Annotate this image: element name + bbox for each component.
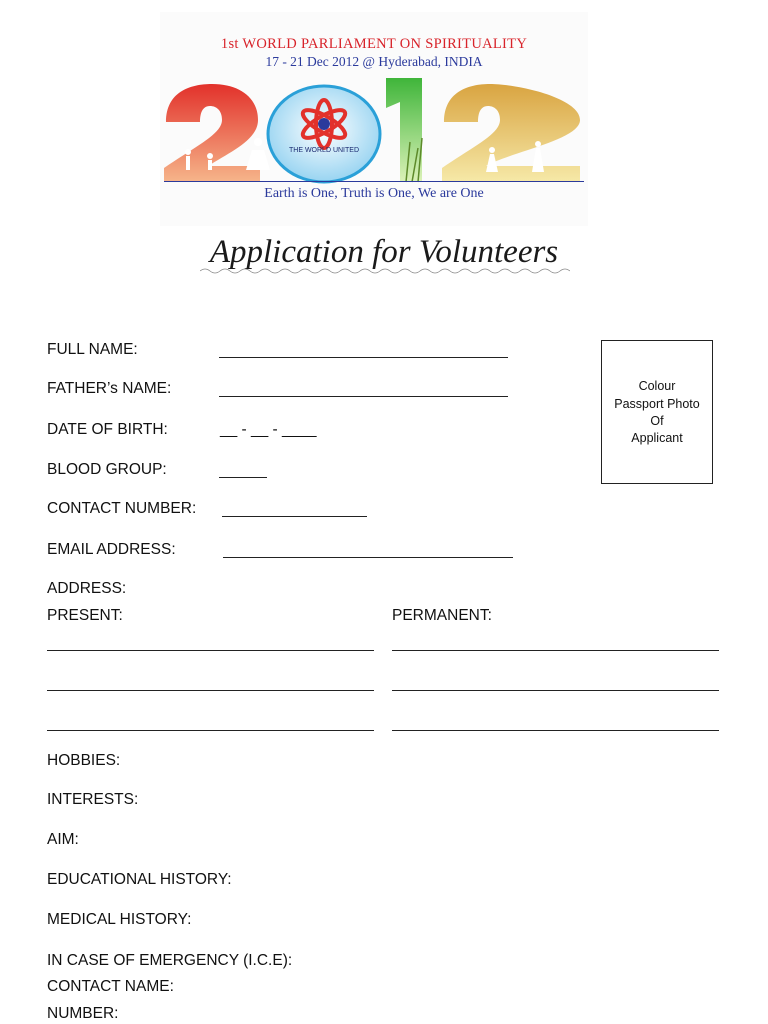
medical-history-label: MEDICAL HISTORY: [47,911,192,928]
educational-history-label: EDUCATIONAL HISTORY: [47,871,232,888]
photo-box-line-2: Passport Photo [614,397,700,411]
present-address-line-1[interactable] [47,650,374,651]
permanent-address-line-2[interactable] [392,690,719,691]
photo-box-line-4: Applicant [631,431,683,445]
event-dates: 17 - 21 Dec 2012 @ Hyderabad, INDIA [265,54,483,69]
full-name-field[interactable] [219,357,508,358]
ice-label: IN CASE OF EMERGENCY (I.C.E): [47,952,293,969]
dob-label: DATE OF BIRTH: [47,421,168,438]
present-address-line-3[interactable] [47,730,374,731]
event-title: 1st WORLD PARLIAMENT ON SPIRITUALITY [220,36,528,52]
address-label: ADDRESS: [47,580,127,597]
photo-box-line-1: Colour [638,379,676,393]
contact-number-field[interactable] [222,516,367,517]
present-address-line-2[interactable] [47,690,374,691]
dob-field[interactable]: __ - __ - ____ [220,421,317,438]
ice-number-label: NUMBER: [47,1005,119,1022]
year-2012-logo-graphic [160,72,588,184]
fathers-name-label: FATHER’s NAME: [47,380,172,397]
fathers-name-field[interactable] [219,396,508,397]
logo-text: THE WORLD UNITED [289,147,359,154]
email-field[interactable] [223,557,513,558]
blood-group-label: BLOOD GROUP: [47,461,167,478]
permanent-address-line-3[interactable] [392,730,719,731]
contact-number-label: CONTACT NUMBER: [47,500,197,517]
event-tagline: Earth is One, Truth is One, We are One [264,186,484,201]
event-banner [160,12,588,226]
photo-box-line-3: Of [650,414,664,428]
present-address-label: PRESENT: [47,607,123,624]
full-name-label: FULL NAME: [47,341,138,358]
permanent-address-label: PERMANENT: [392,607,492,624]
email-label: EMAIL ADDRESS: [47,541,176,558]
permanent-address-line-1[interactable] [392,650,719,651]
title-underline [200,267,570,275]
form-title: Application for Volunteers [209,234,559,270]
blood-group-field[interactable] [219,477,267,478]
aim-label: AIM: [47,831,79,848]
hobbies-label: HOBBIES: [47,752,121,769]
ice-contact-name-label: CONTACT NAME: [47,978,174,995]
interests-label: INTERESTS: [47,791,139,808]
passport-photo-box[interactable] [601,340,713,484]
